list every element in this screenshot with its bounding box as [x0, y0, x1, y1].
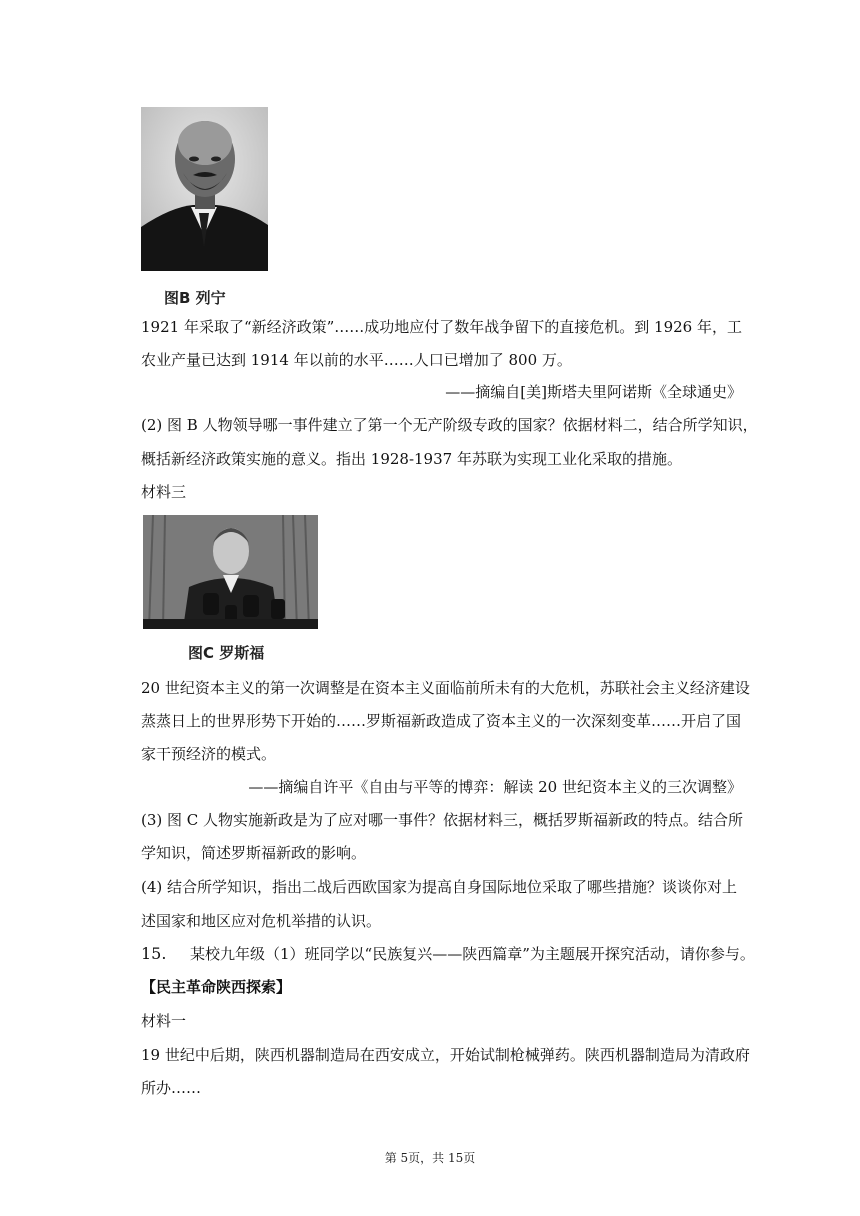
material2-line1: 1921 年采取了“新经济政策”……成功地应付了数年战争留下的直接危机。到 1926 年，工 [141, 318, 742, 336]
material1-label: 材料一 [141, 1012, 187, 1030]
material3-line3: 家干预经济的模式。 [141, 745, 277, 763]
question4-line2: 述国家和地区应对危机举措的认识。 [141, 912, 382, 930]
question2-line2: 概括新经济政策实施的意义。指出 1928-1937 年苏联为实现工业化采取的措施。 [141, 450, 682, 468]
question3-line1: (3) 图 C 人物实施新政是为了应对哪一事件？依据材料三，概括罗斯福新政的特点。结合所 [141, 811, 744, 829]
material3-line2: 蒸蒸日上的世界形势下开始的……罗斯福新政造成了资本主义的一次深刻变革……开启了国 [141, 712, 742, 730]
question15-number: 15. [141, 944, 167, 963]
roosevelt-image [143, 515, 318, 629]
question15-material1-line1: 19 世纪中后期，陕西机器制造局在西安成立，开始试制枪械弹药。陕西机器制造局为清政府 [141, 1046, 750, 1064]
material3-line1: 20 世纪资本主义的第一次调整是在资本主义面临前所未有的大危机，苏联社会主义经济建设 [141, 679, 750, 697]
figure-b-caption: 图B 列宁 [164, 289, 226, 307]
question15-section: 【民主革命陕西探索】 [141, 978, 292, 996]
material3-label: 材料三 [141, 483, 187, 501]
question15-line [141, 944, 755, 964]
material2-line2: 农业产量已达到 1914 年以前的水平……人口已增加了 800 万。 [141, 351, 572, 369]
material2-source: ——摘编自[美]斯塔夫里阿诺斯《全球通史》 [445, 383, 742, 401]
question15-material1-line2: 所办…… [141, 1079, 202, 1097]
page-footer: 第 5页，共 15页 [384, 1151, 476, 1165]
question3-line2: 学知识，简述罗斯福新政的影响。 [141, 844, 367, 862]
question15-text: 某校九年级（1）班同学以“民族复兴——陕西篇章”为主题展开探究活动，请你参与。 [190, 945, 755, 963]
roosevelt-photo [143, 515, 318, 629]
material3-source: ——摘编自许平《自由与平等的博弈：解读 20 世纪资本主义的三次调整》 [248, 778, 742, 796]
figure-c-caption: 图C 罗斯福 [188, 644, 265, 662]
lenin-portrait-image [141, 107, 268, 271]
question4-line1: (4) 结合所学知识，指出二战后西欧国家为提高自身国际地位采取了哪些措施？谈谈你对上 [141, 878, 738, 896]
lenin-photo [141, 107, 268, 271]
question2-line1: (2) 图 B 人物领导哪一事件建立了第一个无产阶级专政的国家？依据材料二，结合所学知识， [141, 416, 758, 434]
